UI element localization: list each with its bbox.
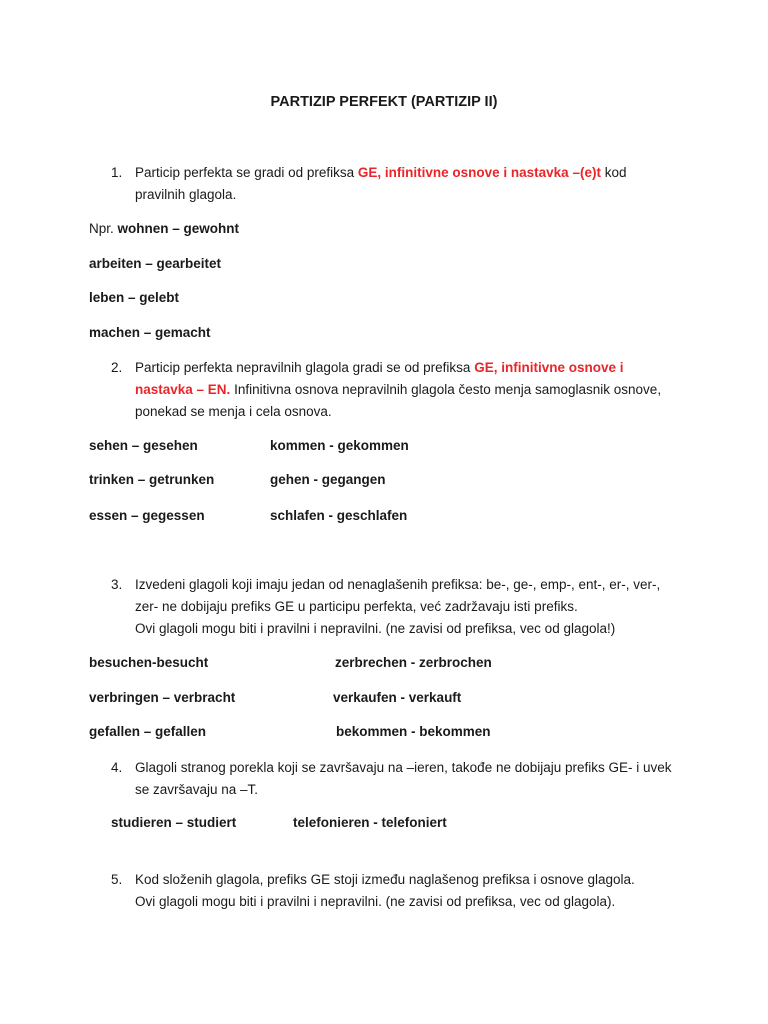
text: Particip perfekta se gradi od prefiksa (135, 165, 358, 180)
paragraph-line: Kod složenih glagola, prefiks GE stoji između naglašenog prefiksa i osnove glagola. (135, 872, 635, 887)
example-text: sehen – gesehen (89, 438, 198, 453)
example-text: studieren – studiert (111, 815, 237, 830)
example-text: leben – gelebt (89, 290, 180, 305)
example-text: verkaufen - verkauft (333, 690, 462, 705)
example-text: wohnen – gewohnt (117, 221, 240, 236)
example-text: besuchen-besucht (89, 655, 209, 670)
example-text: essen – gegessen (89, 508, 205, 523)
example-text: gehen - gegangen (270, 472, 386, 487)
paragraph-line: pravilnih glagola. (135, 187, 237, 202)
list-number: 1. (111, 165, 123, 180)
page-title: PARTIZIP PERFEKT (PARTIZIP II) (270, 94, 498, 110)
example-text: arbeiten – gearbeitet (89, 256, 222, 271)
example-text: zerbrechen - zerbrochen (335, 655, 492, 670)
highlight-text: nastavka – EN. (135, 382, 231, 397)
example-text: verbringen – verbracht (89, 690, 236, 705)
example-line (89, 218, 239, 240)
paragraph-line: Ovi glagoli mogu biti i pravilni i nepravilni. (ne zavisi od prefiksa, vec od glagola!) (135, 621, 616, 636)
example-text: kommen - gekommen (270, 438, 409, 453)
paragraph-line (135, 162, 626, 184)
list-number: 4. (111, 760, 123, 775)
npr-label: Npr. (89, 221, 118, 236)
paragraph-line (135, 357, 623, 379)
example-text: gefallen – gefallen (89, 724, 207, 739)
paragraph-line: Glagoli stranog porekla koji se završavaju na –ieren, takođe ne dobijaju prefiks GE- i uvek (135, 760, 672, 775)
paragraph-line: se završavaju na –T. (135, 782, 259, 797)
example-text: telefonieren - telefoniert (293, 815, 447, 830)
text: Infinitivna osnova nepravilnih glagola često menja samoglasnik osnove, (230, 382, 662, 397)
list-number: 3. (111, 577, 123, 592)
example-text: schlafen - geschlafen (270, 508, 408, 523)
highlight-text: GE, infinitivne osnove i (474, 360, 624, 375)
paragraph-line: ponekad se menja i cela osnova. (135, 404, 332, 419)
paragraph-line: Ovi glagoli mogu biti i pravilni i nepravilni. (ne zavisi od prefiksa, vec od glagola). (135, 894, 616, 909)
text: kod (600, 165, 627, 180)
paragraph-line: Izvedeni glagoli koji imaju jedan od nenaglašenih prefiksa: be-, ge-, emp-, ent-, er-, ver-, (135, 577, 661, 592)
example-text: bekommen - bekommen (336, 724, 491, 739)
example-text: trinken – getrunken (89, 472, 215, 487)
paragraph-line (135, 379, 661, 401)
list-number: 2. (111, 360, 123, 375)
highlight-text: GE, infinitivne osnove i nastavka –(e)t (357, 165, 601, 180)
list-number: 5. (111, 872, 123, 887)
example-text: machen – gemacht (89, 325, 211, 340)
paragraph-line: zer- ne dobijaju prefiks GE u participu perfekta, već zadržavaju isti prefiks. (135, 599, 578, 614)
text: Particip perfekta nepravilnih glagola gradi se od prefiksa (135, 360, 475, 375)
